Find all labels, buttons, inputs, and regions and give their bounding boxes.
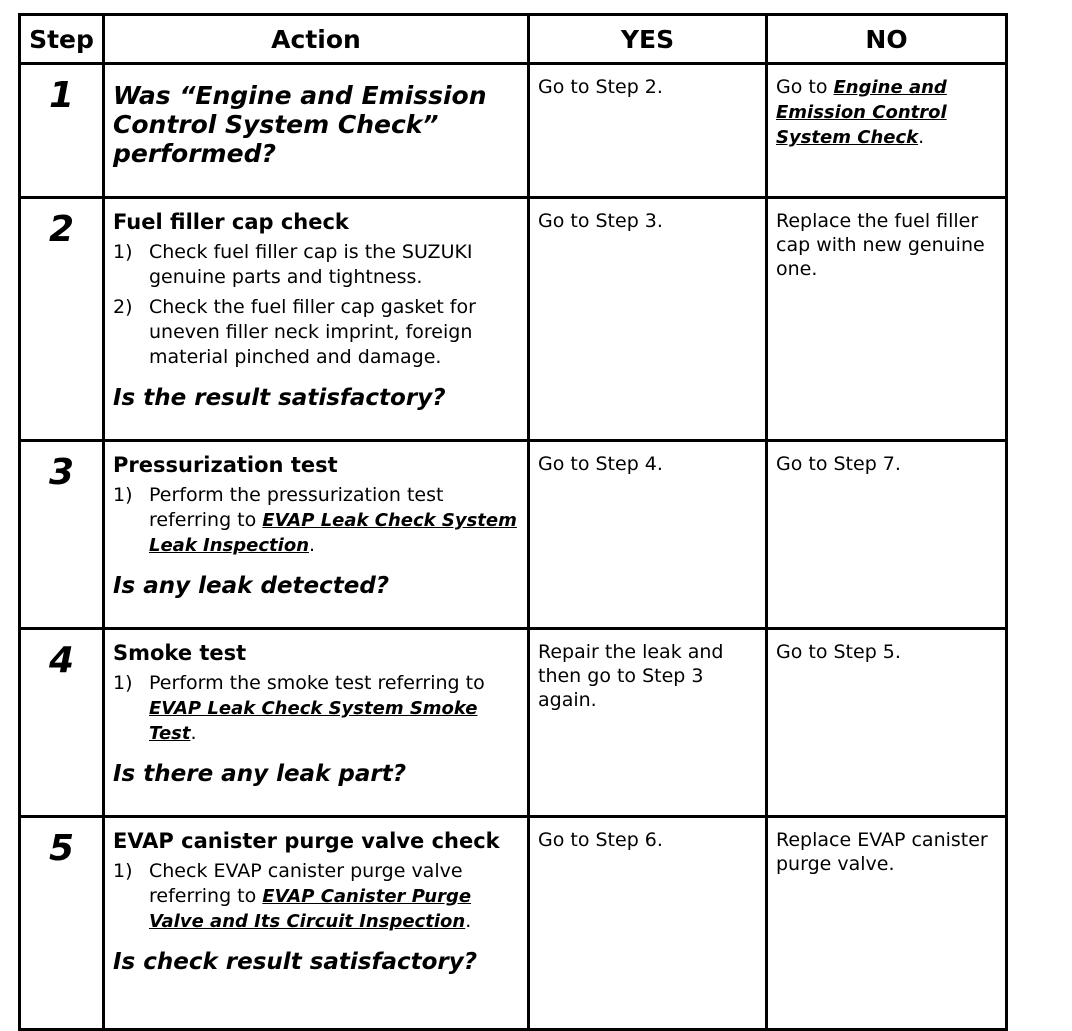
header-step: Step [20,15,104,64]
item-number: 1) [113,860,133,882]
item-text [149,483,519,558]
reference-link[interactable]: EVAP Leak Check System Smoke Test [149,698,478,744]
action-question: Was “Engine and Emission Control System Check” performed? [113,81,487,168]
item-text [149,859,519,934]
action-item [113,295,519,370]
action-item [113,671,519,746]
no-cell: Replace EVAP canister purge valve. [767,817,1007,1030]
reference-link[interactable]: Engine and Emission Control System Check [776,77,947,148]
yes-cell: Go to Step 4. [529,441,767,629]
item-text-suffix: . [190,722,197,744]
yes-cell: Repair the leak and then go to Step 3 again. [529,629,767,817]
action-item [113,240,519,290]
action-cell [104,441,529,629]
item-number: 1) [113,672,133,694]
reference-link[interactable]: EVAP Canister Purge Valve and Its Circuit Inspection [149,886,472,932]
table-row [20,64,1007,198]
no-cell: Go to Step 7. [767,441,1007,629]
no-suffix: . [918,126,925,148]
table-row [20,198,1007,441]
action-title: Smoke test [113,641,247,665]
action-item [113,859,519,934]
item-text-suffix: . [309,534,316,556]
header-row [20,15,1007,64]
item-text-prefix: Perform the pressurization test referring to [149,484,444,531]
action-title: EVAP canister purge valve check [113,829,500,853]
item-number: 1) [113,241,133,263]
no-cell: Replace the fuel filler cap with new genuine one. [767,198,1007,441]
item-number: 2) [113,296,133,318]
item-text: Check fuel filler cap is the SUZUKI genuine parts and tightness. [149,241,473,288]
no-cell: Go to Step 5. [767,629,1007,817]
reference-link[interactable]: EVAP Leak Check System Leak Inspection [149,510,517,556]
diagnostic-flow-table [18,13,1008,1031]
action-title: Fuel filler cap check [113,210,349,234]
header-action: Action [104,15,529,64]
action-cell [104,64,529,198]
item-number: 1) [113,484,133,506]
yes-cell: Go to Step 3. [529,198,767,441]
action-question: Is the result satisfactory? [113,385,446,411]
action-cell [104,198,529,441]
action-question: Is there any leak part? [113,761,407,787]
step-number: 3 [20,441,104,629]
item-text-suffix: . [465,910,472,932]
action-cell [104,629,529,817]
item-text-prefix: Perform the smoke test referring to [149,672,485,694]
table-row [20,817,1007,1030]
no-cell [767,64,1007,198]
step-number: 4 [20,629,104,817]
header-no: NO [767,15,1007,64]
step-number: 5 [20,817,104,1030]
table-row [20,441,1007,629]
yes-cell: Go to Step 2. [529,64,767,198]
action-title: Pressurization test [113,453,338,477]
action-question: Is check result satisfactory? [113,949,478,975]
no-text: Go to [776,76,834,98]
header-yes: YES [529,15,767,64]
action-cell [104,817,529,1030]
action-item [113,483,519,558]
step-number: 1 [20,64,104,198]
item-text [149,671,519,746]
item-text: Check the fuel filler cap gasket for uneven filler neck imprint, foreign material pinched and damage. [149,296,476,368]
action-question: Is any leak detected? [113,573,390,599]
yes-cell: Go to Step 6. [529,817,767,1030]
step-number: 2 [20,198,104,441]
item-text-prefix: Check EVAP canister purge valve referring to [149,860,463,907]
table-row [20,629,1007,817]
